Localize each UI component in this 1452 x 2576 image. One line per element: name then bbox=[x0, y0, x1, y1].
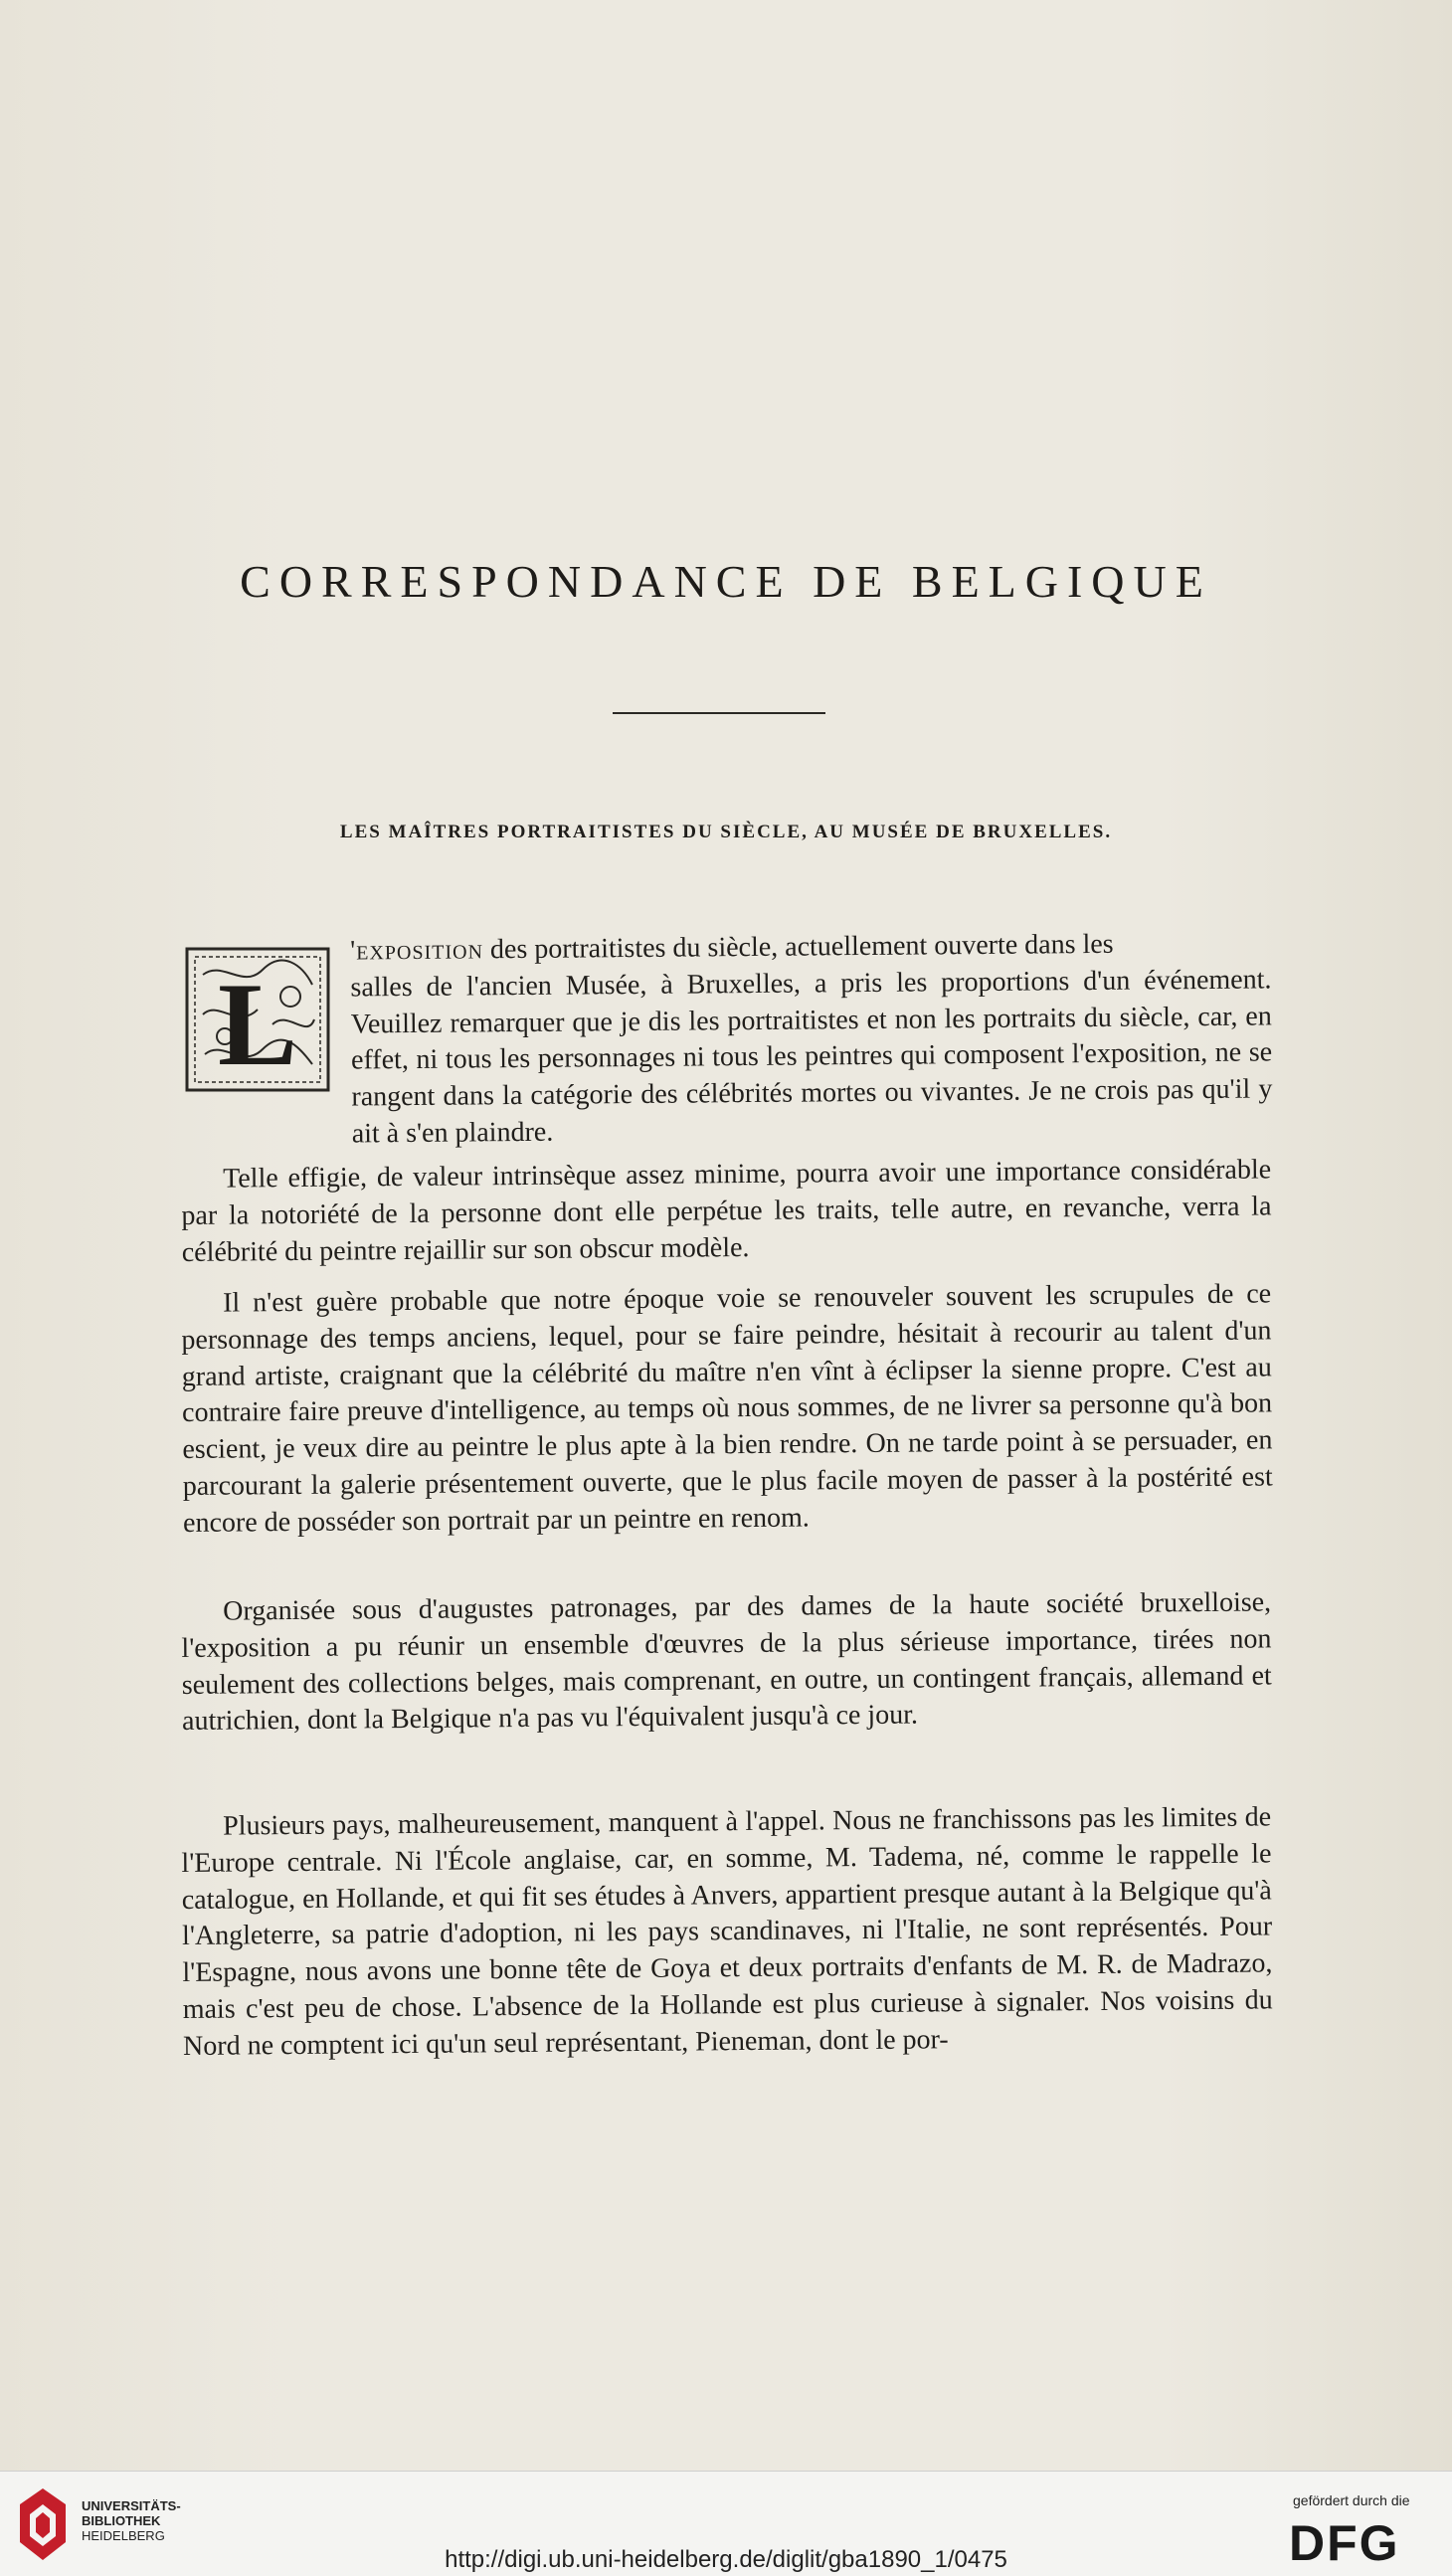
title-rule bbox=[613, 712, 825, 714]
paragraph-1 bbox=[181, 925, 1273, 1154]
funding-note: gefördert durch die bbox=[1293, 2492, 1410, 2508]
dfg-logo: DFG bbox=[1289, 2515, 1400, 2571]
p1-line1-rest: des portraitistes du siècle, actuellement ouverte dans les bbox=[482, 928, 1114, 966]
first-word: 'exposition bbox=[350, 934, 484, 967]
paragraph-3: Il n'est guère probable que notre époque voie se renouveler souvent les scrupules de ce personnage des temps anciens, lequel, pour se faire peindre, hésitait à recourir au talent d'un grand artiste, craignant que la célébrité du maître n'en vînt à éclipser la sienne propre. C'est au contraire faire preuve d'intelligence, au temps où nous sommes, de ne livrer sa personne qu'à bon escient, je veux dire au peintre le plus apte à la bien rendre. On ne tarde point à se persuader, en parcourant la galerie présentement ouverte, que le plus facile moyen de passer à la postérité est encore de posséder son portrait par un peintre en renom. bbox=[181, 1278, 1273, 1539]
library-name: UNIVERSITÄTS- BIBLIOTHEK HEIDELBERG bbox=[82, 2498, 181, 2543]
p1-rest: salles de l'ancien Musée, à Bruxelles, a pris les proportions d'un événement. Veuillez remarquer que je dis les portraitistes et non les portraits du siècle, car, en effet, ni tous les personnages ni tous les peintres qui composent l'exposition, ne se rangent dans la catégorie des célébrités mortes ou vivantes. Je ne crois pas qu'il y ait à s'en plaindre. bbox=[350, 964, 1273, 1150]
article-subtitle: LES MAÎTRES PORTRAITISTES DU SIÈCLE, AU MUSÉE DE BRUXELLES. bbox=[339, 822, 1113, 842]
paragraph-4: Organisée sous d'augustes patronages, par des dames de la haute société bruxelloise, l'exposition a pu réunir un ensemble d'œuvres de la plus sérieuse importance, tirées non seulement des collections belges, mais comprenant, en outre, un contingent français, allemand et autrichien, dont la Belgique n'a pas vu l'équivalent jusqu'à ce jour. bbox=[181, 1586, 1272, 1738]
article-title: CORRESPONDANCE DE BELGIQUE bbox=[240, 556, 1212, 607]
dropcap-letter: L bbox=[217, 958, 298, 1090]
paragraph-2: Telle effigie, de valeur intrinsèque assez minime, pourra avoir une importance considérable par la notoriété de la personne dont elle perpétue les traits, telle autre, en revanche, verra la célébrité du peintre rejaillir sur son obscur modèle. bbox=[181, 1154, 1272, 1268]
paragraph-5: Plusieurs pays, malheureusement, manquent à l'appel. Nous ne franchissons pas les limites de l'Europe centrale. Ni l'École anglaise, car, en somme, M. Tadema, né, comme le rappelle le catalogue, en Hollande, et qui fit ses études à Anvers, appartient presque autant à la Belgique qu'à l'Angleterre, sa patrie d'adoption, ni les pays scandinaves, ni l'Italie, ne sont représentés. Pour l'Espagne, nous avons une bonne tête de Goya et deux portraits d'enfants de M. R. de Madrazo, mais c'est peu de chose. L'absence de la Hollande est plus curieuse à signaler. Nos voisins du Nord ne comptent ici qu'un seul représentant, Pieneman, dont le por- bbox=[181, 1801, 1273, 2062]
source-url-link[interactable]: http://digi.ub.uni-heidelberg.de/diglit/gba1890_1/0475 bbox=[445, 2546, 1007, 2573]
